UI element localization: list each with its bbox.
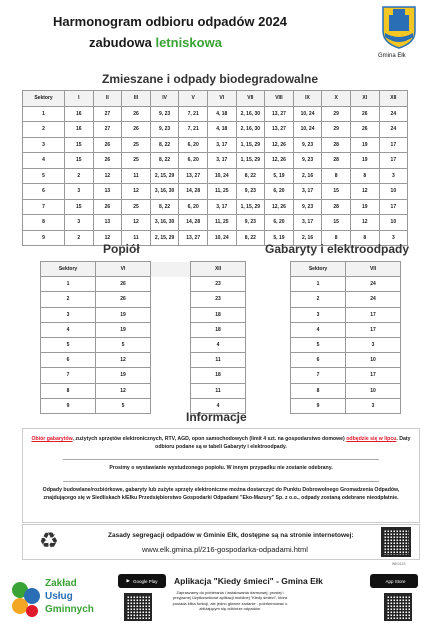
table-header-row [23, 91, 408, 107]
table-cell: 8, 22 [150, 199, 179, 215]
table-cell: 19 [350, 153, 379, 169]
table-cell: 8 [23, 215, 65, 231]
table-cell: 6 [41, 353, 96, 368]
table-cell: 28 [322, 199, 351, 215]
table-cell: 13, 27 [179, 168, 208, 184]
table-cell: 2 [41, 292, 96, 307]
gmina-crest-icon [381, 5, 417, 49]
table-cell: 2 [23, 122, 65, 138]
table-cell: 12 [96, 353, 151, 368]
table-cell: 8 [322, 230, 351, 246]
table-row [291, 292, 401, 307]
table-cell: 26 [122, 106, 151, 122]
table-cell: 2 [65, 230, 94, 246]
table-cell: 7 [291, 368, 346, 383]
table-cell: 3 [65, 184, 94, 200]
table-cell: 8, 22 [236, 230, 265, 246]
table-cell: 29 [322, 122, 351, 138]
table-header-cell: III [122, 91, 151, 107]
table-cell: 12 [122, 184, 151, 200]
table-header-cell: XII [191, 262, 246, 277]
table-row [23, 106, 408, 122]
table-row [291, 307, 401, 322]
table-row [41, 322, 246, 337]
table-cell: 3 [346, 337, 401, 352]
table-cell: 8 [291, 383, 346, 398]
table-cell: 9, 23 [236, 184, 265, 200]
table-cell: 26 [96, 292, 151, 307]
table-header-cell: Sektory [291, 262, 346, 277]
table-header-cell: XI [350, 91, 379, 107]
table-cell: 8 [41, 383, 96, 398]
table-cell: 12 [93, 168, 122, 184]
table-cell: 6, 20 [179, 153, 208, 169]
mixed-waste-table [22, 90, 408, 246]
table-cell: 8 [350, 230, 379, 246]
table-header-cell: X [322, 91, 351, 107]
table-cell: 8, 22 [150, 153, 179, 169]
table-gap [151, 353, 191, 368]
table-cell: 3 [379, 168, 408, 184]
table-gap [151, 398, 191, 413]
table-header-cell: VII [346, 262, 401, 277]
segregation-qr-code-icon[interactable] [381, 527, 411, 557]
zug-logo-line1: Zakład [45, 578, 77, 589]
table-row [41, 368, 246, 383]
table-cell: 14, 28 [179, 184, 208, 200]
table-cell: 15 [65, 153, 94, 169]
table-cell: 13 [93, 184, 122, 200]
table-cell: 23 [191, 292, 246, 307]
divider [63, 459, 379, 460]
table-row [23, 153, 408, 169]
table-cell: 9 [41, 398, 96, 413]
table-cell: 10, 24 [293, 106, 322, 122]
table-cell: 28 [322, 153, 351, 169]
table-cell: 9 [23, 230, 65, 246]
segregation-text: Zasady segregacji odpadów w Gminie Ełk, dostępne są na stronie internetowej: [108, 532, 354, 539]
table-row [41, 277, 246, 292]
table-cell: 3 [41, 307, 96, 322]
table-cell: 4 [23, 153, 65, 169]
table-cell: 13, 27 [265, 122, 294, 138]
table-cell: 12 [350, 215, 379, 231]
table-cell: 5, 19 [265, 230, 294, 246]
table-cell: 6, 20 [265, 184, 294, 200]
table-cell: 18 [191, 368, 246, 383]
info-ash-paragraph: Prosimy o wystawianie wystudzonego popiołu. W innym przypadku nie zostanie odebrany. [109, 465, 333, 471]
table-cell: 3 [291, 307, 346, 322]
table-row [291, 277, 401, 292]
table-cell: 11, 25 [207, 215, 236, 231]
table-cell: 1 [41, 277, 96, 292]
table-cell: 16 [65, 106, 94, 122]
table-cell: 15 [322, 215, 351, 231]
table-header-cell: I [65, 91, 94, 107]
table-cell: 3, 17 [207, 199, 236, 215]
segregation-link[interactable]: www.elk.gmina.pl/216-gospodarka-odpadami.html [142, 545, 308, 554]
table-header-cell: Sektory [41, 262, 96, 277]
table-cell: 1 [23, 106, 65, 122]
document-code: WK0123 [392, 562, 406, 566]
table-cell: 3 [23, 137, 65, 153]
table-cell: 14, 28 [179, 215, 208, 231]
table-cell: 24 [379, 106, 408, 122]
table-cell: 9, 23 [293, 199, 322, 215]
table-cell: 3, 16, 30 [150, 184, 179, 200]
table-cell: 9, 23 [293, 137, 322, 153]
table-cell: 12 [93, 230, 122, 246]
header [0, 0, 442, 64]
table-cell: 10 [379, 184, 408, 200]
table-cell: 23 [191, 277, 246, 292]
table-cell: 12 [350, 184, 379, 200]
table-cell: 5 [23, 168, 65, 184]
table-cell: 9, 23 [293, 153, 322, 169]
table-row [23, 137, 408, 153]
table-gap [151, 322, 191, 337]
table-row [23, 199, 408, 215]
table-row [41, 292, 246, 307]
table-cell: 12, 26 [265, 137, 294, 153]
table-cell: 5, 19 [265, 168, 294, 184]
table-cell: 17 [346, 368, 401, 383]
table-header-cell: VIII [265, 91, 294, 107]
table-cell: 11 [191, 383, 246, 398]
table-cell: 11 [122, 230, 151, 246]
table-cell: 10 [346, 353, 401, 368]
ash-table [40, 261, 246, 414]
app-store-button[interactable]: App Store [370, 574, 418, 588]
table-cell: 13, 27 [179, 230, 208, 246]
table-cell: 9, 23 [150, 106, 179, 122]
table-cell: 9, 23 [150, 122, 179, 138]
table-cell: 25 [122, 153, 151, 169]
table-row [23, 215, 408, 231]
table-cell: 3 [65, 215, 94, 231]
table-cell: 4 [191, 398, 246, 413]
table-row [23, 184, 408, 200]
table-cell: 6, 20 [179, 199, 208, 215]
table-cell: 12, 26 [265, 199, 294, 215]
table-gap [151, 307, 191, 322]
table-header-cell: II [93, 91, 122, 107]
table-row [291, 353, 401, 368]
ash-title: Popiół [103, 242, 140, 256]
mixed-waste-title: Zmieszane i odpady biodegradowalne [102, 72, 319, 86]
table-gap [151, 277, 191, 292]
table-cell: 9 [291, 398, 346, 413]
zug-leaves-icon [10, 578, 42, 618]
table-row [41, 353, 246, 368]
zug-logo-line3: Gminnych [45, 604, 94, 615]
table-cell: 6 [23, 184, 65, 200]
table-row [23, 168, 408, 184]
table-gap [151, 337, 191, 352]
table-cell: 5 [291, 337, 346, 352]
table-cell: 8, 22 [150, 137, 179, 153]
table-cell: 13 [93, 215, 122, 231]
table-cell: 3, 16, 30 [150, 215, 179, 231]
table-row [41, 337, 246, 352]
table-cell: 2, 15, 29 [150, 168, 179, 184]
table-cell: 2, 16 [293, 168, 322, 184]
table-cell: 24 [379, 122, 408, 138]
app-title: Aplikacja "Kiedy śmieci" - Gmina Ełk [174, 576, 323, 586]
table-cell: 10, 24 [293, 122, 322, 138]
table-cell: 15 [322, 184, 351, 200]
info-pszok-paragraph: Odpady budowlane/rozbiórkowe, gabaryty lub zużyte sprzęty elektroniczne można dostarczyć do Punktu Dobrowolnego Gromadzenia Odpadów, znajdującego się w Siedliskach k/Ełku Przedsiębiorstwo Gospodarki Odpadami "Eko-Mazury" Sp. z o.o., odpady zostaną odebrane nieodpłatnie. [42, 487, 400, 501]
table-cell: 4 [291, 322, 346, 337]
table-header-cell: IV [150, 91, 179, 107]
table-cell: 17 [379, 153, 408, 169]
table-cell: 25 [122, 199, 151, 215]
bulky-waste-table [290, 261, 401, 414]
table-cell: 19 [96, 307, 151, 322]
google-play-button[interactable]: ▶ Google Play [118, 574, 166, 588]
table-cell: 7 [23, 199, 65, 215]
table-cell: 19 [350, 137, 379, 153]
table-cell: 5 [96, 398, 151, 413]
table-cell: 2 [291, 292, 346, 307]
table-cell: 7, 21 [179, 122, 208, 138]
table-cell: 4 [41, 322, 96, 337]
table-cell: 10, 24 [207, 230, 236, 246]
table-cell: 15 [65, 137, 94, 153]
table-header-row [291, 262, 401, 277]
table-cell: 19 [96, 368, 151, 383]
table-cell: 4 [191, 337, 246, 352]
table-cell: 6 [291, 353, 346, 368]
table-cell: 8 [350, 168, 379, 184]
table-cell: 3, 17 [293, 184, 322, 200]
table-cell: 26 [122, 122, 151, 138]
table-cell: 18 [191, 307, 246, 322]
divider [63, 481, 379, 482]
table-cell: 2, 15, 29 [150, 230, 179, 246]
table-row [291, 322, 401, 337]
table-row [41, 307, 246, 322]
table-cell: 11 [191, 353, 246, 368]
segregation-box [22, 524, 420, 560]
app-store-qr-code-icon[interactable] [384, 593, 412, 621]
table-cell: 2, 16, 30 [236, 122, 265, 138]
table-cell: 7, 21 [179, 106, 208, 122]
table-cell: 17 [379, 137, 408, 153]
table-cell: 26 [350, 106, 379, 122]
table-header-cell: Sektory [23, 91, 65, 107]
table-cell: 28 [322, 137, 351, 153]
table-cell: 10 [346, 383, 401, 398]
table-header-cell: V [179, 91, 208, 107]
table-cell: 27 [93, 106, 122, 122]
table-row [291, 398, 401, 413]
table-gap [151, 262, 191, 277]
table-header-row [41, 262, 246, 277]
table-row [41, 383, 246, 398]
table-cell: 17 [379, 199, 408, 215]
table-cell: 4, 18 [207, 122, 236, 138]
recycle-icon: ♻ [39, 528, 59, 553]
zug-logo [10, 574, 110, 620]
table-row [23, 122, 408, 138]
table-cell: 26 [350, 122, 379, 138]
table-cell: 15 [65, 199, 94, 215]
table-cell: 13, 27 [265, 106, 294, 122]
table-cell: 11, 25 [207, 184, 236, 200]
table-cell: 17 [346, 322, 401, 337]
table-header-cell: XII [379, 91, 408, 107]
table-cell: 1, 15, 29 [236, 137, 265, 153]
table-cell: 2 [65, 168, 94, 184]
table-cell: 12, 26 [265, 153, 294, 169]
table-cell: 19 [350, 199, 379, 215]
table-header-cell: IX [293, 91, 322, 107]
table-cell: 17 [346, 307, 401, 322]
app-description: Zapraszamy do pobierania i instalowania darmowej, prostej i przyjaznej Użytkownikowi aplikacji mobilnej "Kiedy śmieci", która posiada kilka funkcji, ale jedno główne zadanie - poinformować o zbliżającym się odbiorze odpadów. [172, 590, 288, 612]
table-row [291, 383, 401, 398]
table-gap [151, 292, 191, 307]
table-cell: 6, 20 [179, 137, 208, 153]
table-cell: 19 [96, 322, 151, 337]
table-cell: 3, 17 [207, 153, 236, 169]
table-cell: 26 [93, 199, 122, 215]
table-header-cell: VII [236, 91, 265, 107]
table-header-cell: VI [207, 91, 236, 107]
table-cell: 16 [65, 122, 94, 138]
google-play-icon: ▶ [126, 578, 130, 583]
table-cell: 9, 23 [236, 215, 265, 231]
table-cell: 10, 24 [207, 168, 236, 184]
table-cell: 8 [322, 168, 351, 184]
table-cell: 26 [96, 277, 151, 292]
table-cell: 2, 16, 30 [236, 106, 265, 122]
table-cell: 1, 15, 29 [236, 153, 265, 169]
table-cell: 3 [379, 230, 408, 246]
table-header-cell: VI [96, 262, 151, 277]
table-cell: 3, 17 [207, 137, 236, 153]
table-cell: 12 [96, 383, 151, 398]
page-title: Harmonogram odbioru odpadów 2024 [53, 14, 288, 29]
table-cell: 26 [93, 137, 122, 153]
table-cell: 4, 18 [207, 106, 236, 122]
table-cell: 2, 16 [293, 230, 322, 246]
table-cell: 24 [346, 277, 401, 292]
table-cell: 6, 20 [265, 215, 294, 231]
info-bulky-paragraph: Obiór gabarytów, zużytych sprzętów elektronicznych, RTV, AGD, opon samochodowych (limit 4 szt. na gospodarstwo domowe) odbędzie się w lipcu. Daty odbioru podane są w tabeli Gabaryty i elektroodpady. [31, 436, 411, 450]
table-cell: 18 [191, 322, 246, 337]
table-gap [151, 383, 191, 398]
table-cell: 10 [379, 215, 408, 231]
table-cell: 5 [96, 337, 151, 352]
table-cell: 8, 22 [236, 168, 265, 184]
table-gap [151, 368, 191, 383]
table-cell: 1, 15, 29 [236, 199, 265, 215]
info-title: Informacje [186, 410, 247, 424]
table-cell: 5 [41, 337, 96, 352]
google-play-qr-code-icon[interactable] [124, 593, 152, 621]
table-cell: 3, 17 [293, 215, 322, 231]
table-row [291, 337, 401, 352]
zug-logo-line2: Usług [45, 591, 73, 602]
info-box [22, 428, 420, 523]
table-cell: 24 [346, 292, 401, 307]
bulky-waste-title: Gabaryty i elektroodpady [265, 242, 410, 256]
table-cell: 25 [122, 137, 151, 153]
table-cell: 12 [122, 215, 151, 231]
table-cell: 26 [93, 153, 122, 169]
table-cell: 29 [322, 106, 351, 122]
table-cell: 1 [291, 277, 346, 292]
gmina-label: Gmina Ełk [378, 53, 406, 59]
table-cell: 7 [41, 368, 96, 383]
table-row [291, 368, 401, 383]
page-subtitle: zabudowa letniskowa [89, 35, 222, 50]
table-cell: 27 [93, 122, 122, 138]
table-cell: 11 [122, 168, 151, 184]
table-cell: 3 [346, 398, 401, 413]
